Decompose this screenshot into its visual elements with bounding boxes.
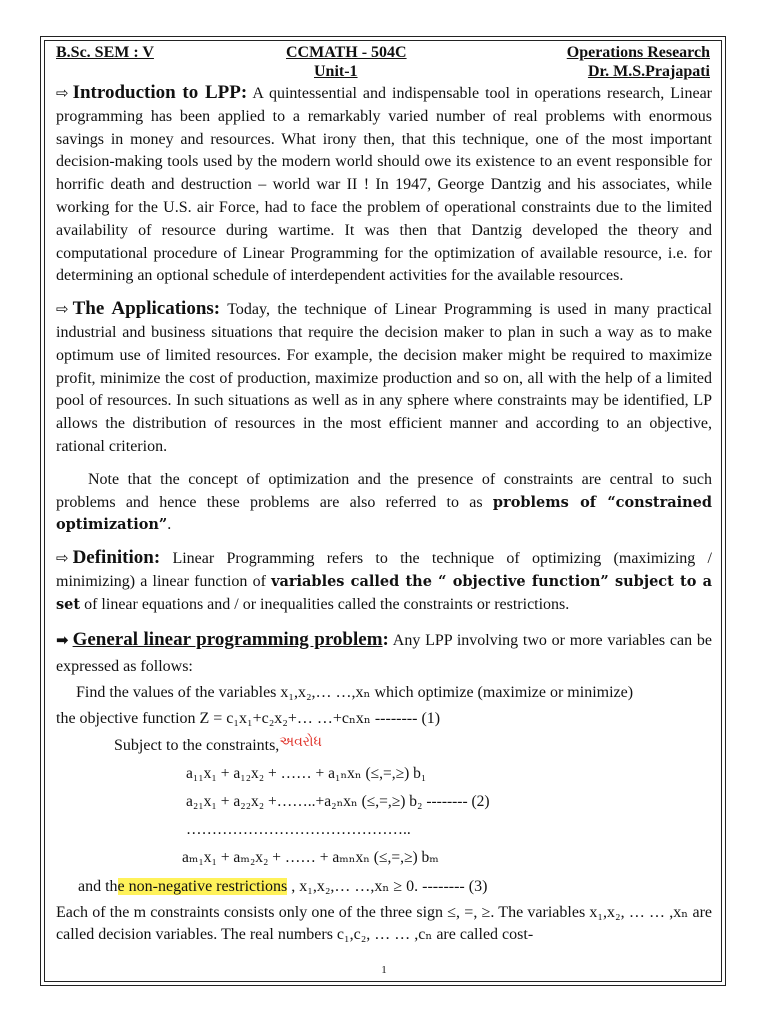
subject-to-line [56, 732, 712, 760]
right-arrow-icon: ➡ [56, 630, 69, 649]
definition-text: Linear Programming refers to the technique of optimizing (maximizing / minimizing) a linear function of [56, 550, 713, 590]
constraint-dots: …………………………………….. [186, 820, 411, 838]
definition-text-end: of linear equations and / or inequalities called the constraints or restrictions. [84, 595, 570, 613]
applications-heading: The Applications: [72, 298, 221, 320]
header-semester: B.Sc. SEM : V [56, 44, 154, 61]
right-arrow-icon: ⇨ [56, 84, 69, 102]
subject-to-text: Subject to the constraints, [114, 736, 280, 754]
closing-paragraph: Each of the m constraints consists only one of the three sign ≤, =, ≥. The variables x₁,x₂, … … ,xₙ are called decision variables. The real numbers c₁,c₂, … … ,cₙ are called cost- [56, 903, 712, 943]
non-negative-line [56, 872, 712, 902]
header-course-code: CCMATH - 504C [286, 44, 407, 61]
definition-heading: Definition: [72, 547, 161, 569]
intro-heading: Introduction to LPP: [72, 82, 248, 103]
general-lpp-paragraph [56, 627, 712, 680]
header-unit: Unit-1 [314, 63, 358, 80]
intro-text: A quintessential and indispensable tool in operations research, Linear programming has been applied to a remarkably varied number of real problems with enormous savings in money and resources. What irony then, that this technique, one of the most important decision-making tools used by the modern world should owe its existence to an event responsible for horrific death and destruction – world war II ! In 1947, George Dantzig and his associates, while working for the U.S. air Force, had to face the problem of operational constraints due to the limited availability of resource during wartime. It was then that Dantzig developed the theory and computational procedure of Linear Programming for the optimization of available resource, i.e. for determining an optional schedule of interdependent activities for the available resources. [56, 85, 713, 285]
general-lpp-heading: General linear programming problem [72, 628, 383, 650]
objective-function-line: the objective function Z = c₁x₁+c₂x₂+… …+cₙxₙ -------- (1) [56, 709, 441, 727]
constraint-m: aₘ₁x₁ + aₘ₂x₂ + …… + aₘₙxₙ (≤,=,≥) bₘ [182, 848, 439, 866]
definition-bold-text: variables called the “ objective function” subject to a set [56, 572, 712, 613]
highlighted-text: e non-negative restrictions [117, 877, 288, 895]
right-arrow-icon: ⇨ [56, 300, 69, 319]
document-header [56, 42, 712, 82]
note-text: Note that the concept of optimization and the presence of constraints are central to such problems and hence these problems are also referred to as [56, 470, 712, 511]
right-arrow-icon: ⇨ [56, 549, 69, 568]
note-text-end: . [167, 516, 172, 534]
applications-text: Today, the technique of Linear Programming is used in many practical industrial and business situations that require the decision maker to plan in such a way as to make optimum use of limited resources. For example, the decision maker might be required to maximize profit, minimize the cost of production, maximize production and so on, all with the help of a limited pool of resources. In such situations as well as in any sphere where constraints may be identified, LP allows the distribution of resources in the most efficient manner and according to an objective, rational criterion. [56, 301, 712, 455]
handwritten-annotation: અવરોધ [279, 733, 322, 750]
general-lpp-heading-colon: : [382, 628, 389, 650]
note-bold-text: problems of “constrained optimization” [56, 493, 713, 534]
applications-paragraph [56, 298, 712, 459]
header-author: Dr. M.S.Prajapati [587, 63, 710, 80]
intro-paragraph [56, 82, 712, 288]
header-subject: Operations Research [566, 44, 710, 61]
document-body [56, 42, 712, 946]
page-number: 1 [381, 964, 387, 976]
definition-paragraph [56, 547, 712, 616]
constraint-2: a₂₁x₁ + a₂₂x₂ +……..+a₂ₙxₙ (≤,=,≥) b₂ -------- (2) [186, 792, 490, 810]
find-line: Find the values of the variables x₁,x₂,… …,xₙ which optimize (maximize or minimize) [76, 683, 634, 701]
constraint-1: a₁₁x₁ + a₁₂x₂ + …… + a₁ₙxₙ (≤,=,≥) b₁ [186, 764, 427, 782]
non-negative-lead: and th [78, 877, 118, 895]
note-paragraph [56, 469, 712, 537]
constraints-block [56, 760, 712, 872]
non-negative-rest: , x₁,x₂,… …,xₙ ≥ 0. -------- (3) [287, 877, 488, 895]
general-lpp-text: Any LPP involving two or more variables can be expressed as follows: [56, 631, 712, 675]
